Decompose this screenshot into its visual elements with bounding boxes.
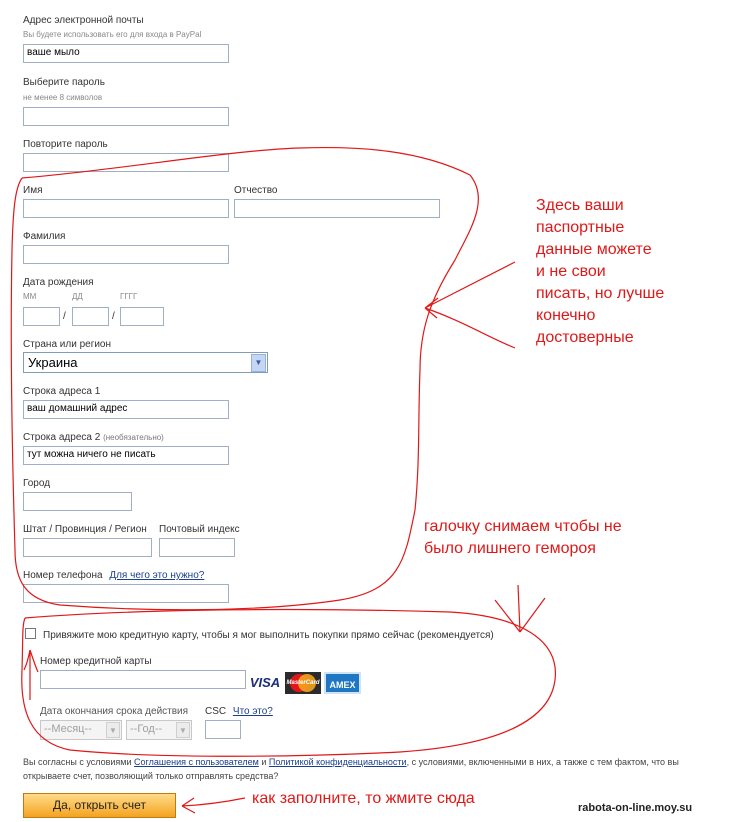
personal-data-outline: [11, 148, 478, 610]
address1-label: Строка адреса 1: [23, 386, 101, 397]
passport-note-line: конечно: [536, 307, 596, 324]
passport-note-line: и не свои: [536, 263, 606, 280]
country-label: Страна или регион: [23, 339, 112, 350]
email-hint: Вы будете использовать его для входа в PayPal: [23, 30, 202, 39]
terms-and: и: [261, 757, 267, 767]
dob-day-hint: ДД: [72, 292, 83, 301]
optional-note: (необязательно): [103, 433, 164, 442]
email-field[interactable]: ваше мыло: [23, 44, 229, 63]
address2-label-text: Строка адреса 2: [23, 432, 101, 443]
city-label: Город: [23, 478, 51, 489]
passport-note-line: данные можете: [536, 241, 652, 258]
dob-year-hint: ГГГГ: [120, 292, 138, 301]
submit-note: как заполните, то жмите сюда: [252, 790, 475, 807]
checkbox-tick-marks: [495, 585, 545, 632]
password-label: Выберите пароль: [23, 77, 105, 88]
mastercard-text: MasterCard: [286, 680, 320, 686]
address1-field[interactable]: ваш домашний адрес: [23, 400, 229, 419]
passport-note-line: Здесь ваши: [536, 197, 624, 214]
arrow-to-checkbox: [24, 650, 38, 700]
expiry-label: Дата окончания срока действия: [40, 706, 189, 717]
csc-what-link[interactable]: Что это?: [232, 706, 273, 717]
country-value: Украина: [28, 355, 78, 370]
dob-separator: /: [112, 311, 115, 322]
checkbox-note-line: было лишнего гемороя: [424, 540, 596, 557]
middle-name-label: Отчество: [234, 185, 278, 196]
zip-label: Почтовый индекс: [159, 524, 240, 535]
last-name-label: Фамилия: [23, 231, 66, 242]
phone-why-link[interactable]: Для чего это нужно?: [109, 570, 205, 581]
card-section-outline: [22, 610, 556, 757]
chevron-down-icon: ▼: [176, 722, 190, 738]
passport-note-line: паспортные: [536, 219, 625, 236]
passport-note-line: писать, но лучше: [536, 285, 665, 302]
dob-separator: /: [63, 311, 66, 322]
amex-logo: AMEX: [324, 672, 361, 694]
link-card-checkbox-label: Привяжите мою кредитную карту, чтобы я мог выполнить покупки прямо сейчас (рекомендуется): [43, 630, 494, 641]
state-label: Штат / Провинция / Регион: [23, 524, 147, 535]
email-label: Адрес электронной почты: [23, 15, 144, 26]
visa-logo: VISA: [249, 675, 281, 690]
open-account-button[interactable]: Да, открыть счет: [23, 793, 176, 818]
terms-suffix: , с условиями, включенными в них, а также с тем фактом, что вы открываете счет, позволяющий только отправлять средства?: [23, 757, 679, 781]
watermark: rabota-on-line.moy.su: [578, 802, 693, 814]
phone-label-text: Номер телефона: [23, 570, 103, 581]
arrow-to-personal-data: [425, 262, 515, 348]
card-number-label: Номер кредитной карты: [40, 656, 152, 667]
password-repeat-label: Повторите пароль: [23, 139, 108, 150]
dob-month-hint: ММ: [23, 292, 37, 301]
checkbox-note-line: галочку снимаем чтобы не: [424, 518, 622, 535]
chevron-down-icon: ▼: [106, 722, 120, 738]
terms-prefix: Вы согласны с условиями: [23, 757, 132, 767]
month-select-value: --Месяц--: [44, 723, 92, 735]
csc-label: CSC: [205, 706, 227, 717]
privacy-policy-link[interactable]: Политикой конфиденциальности: [268, 757, 407, 767]
password-hint: не менее 8 символов: [23, 93, 103, 102]
first-name-label: Имя: [23, 185, 43, 196]
address2-field[interactable]: тут можна ничего не писать: [23, 446, 229, 465]
year-select-value: --Год--: [130, 723, 163, 735]
chevron-down-icon[interactable]: ▼: [251, 354, 266, 372]
dob-label: Дата рождения: [23, 277, 94, 288]
passport-note-line: достоверные: [536, 329, 634, 346]
arrow-to-submit: [182, 798, 245, 813]
user-agreement-link[interactable]: Соглашения с пользователем: [134, 757, 259, 767]
